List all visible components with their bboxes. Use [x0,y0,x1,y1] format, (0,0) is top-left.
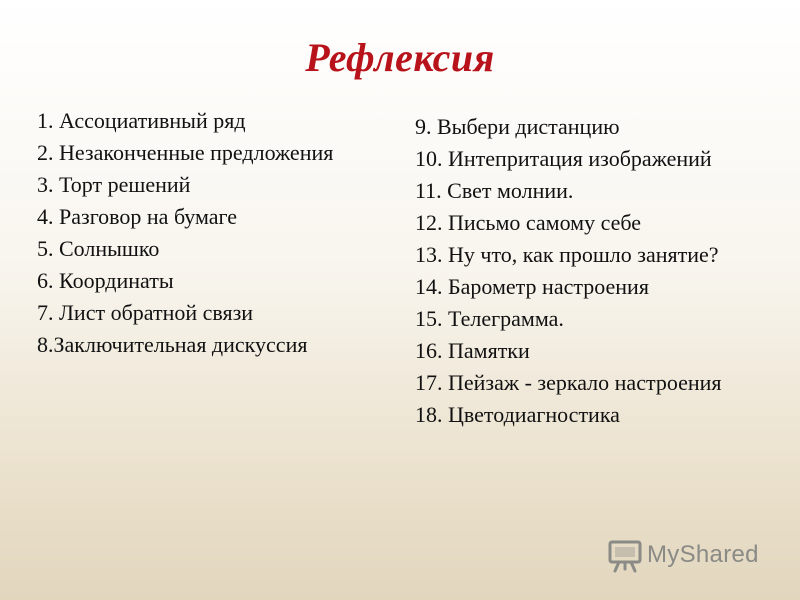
list-item: 17. Пейзаж - зеркало настроения [415,370,722,395]
list-item: 14. Барометр настроения [415,274,649,299]
list-item: 12. Письмо самому себе [415,210,642,235]
list-item: 13. Ну что, как прошло занятие? [415,242,719,267]
presentation-board-icon [607,537,643,573]
list-item: 11. Свет молнии. [415,178,574,203]
list-item: 9. Выбери дистанцию [415,114,620,139]
watermark-logo [607,536,777,574]
list-item: 6. Координаты [37,268,174,293]
list-item: 7. Лист обратной связи [37,300,254,325]
list-item: 4. Разговор на бумаге [37,204,238,229]
right-column-list [415,111,722,431]
list-item: 3. Торт решений [37,172,191,197]
list-item: 8.Заключительная дискуссия [37,332,308,357]
left-column-list [37,105,333,361]
list-item: 18. Цветодиагностика [415,402,620,427]
list-item: 16. Памятки [415,338,530,363]
list-item: 5. Солнышко [37,236,160,261]
watermark-text: MyShared [647,541,759,568]
list-item: 2. Незаконченные предложения [37,140,334,165]
slide-title: Рефлексия [305,35,495,80]
list-item: 1. Ассоциативный ряд [37,108,246,133]
list-item: 10. Интепритация изображений [415,146,712,171]
list-item: 15. Телеграмма. [415,306,564,331]
